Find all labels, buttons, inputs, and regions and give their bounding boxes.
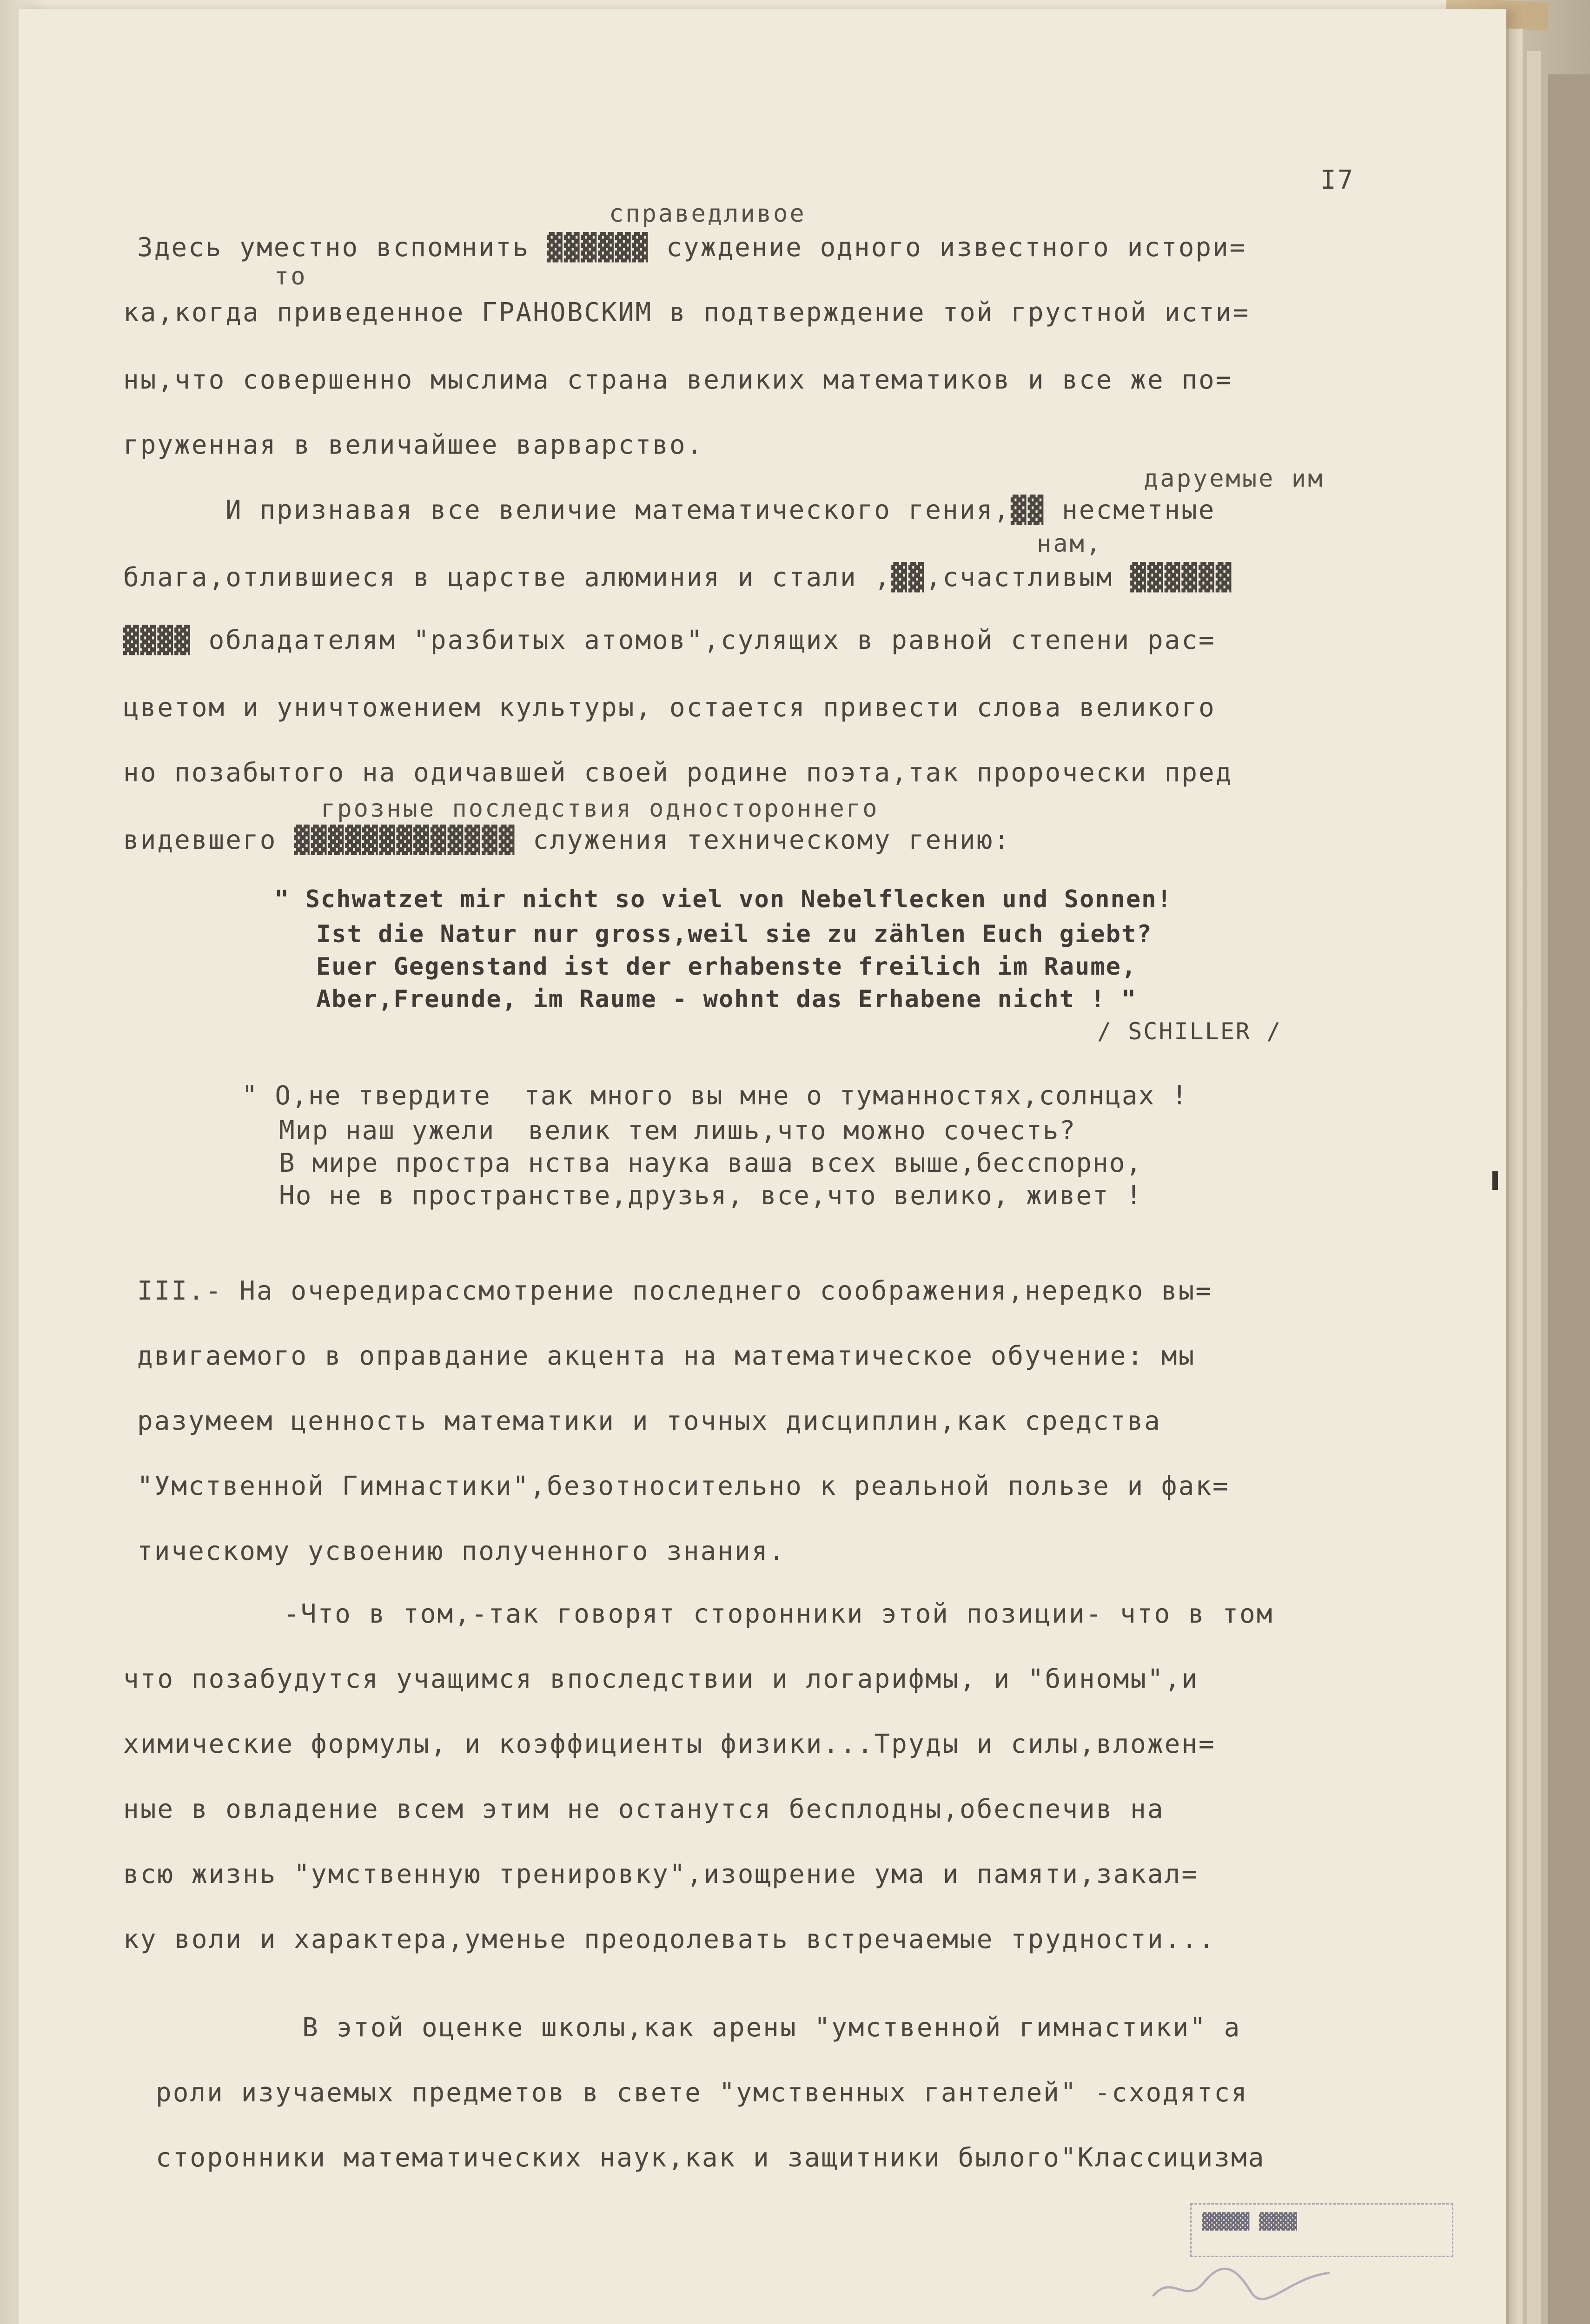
text-line: химические формулы, и коэффициенты физики...Труды и силы,вложен= <box>123 1729 1216 1759</box>
text-line: видевшего ▓▓▓▓▓▓▓▓▓▓▓▓▓ служения техническому гению: <box>123 825 1011 855</box>
quote-russian-line: " О,не твердите так много вы мне о туманностях,солнцах ! <box>242 1081 1188 1111</box>
text-line: "Умственной Гимнастики",безотносительно к реальной пользе и фак= <box>137 1471 1230 1501</box>
quote-german-line: Euer Gegenstand ist der erhabenste freilich im Raume, <box>316 953 1137 981</box>
text-line: всю жизнь "умственную тренировку",изощрение ума и памяти,закал= <box>123 1859 1199 1889</box>
handwritten-insertion: то <box>274 263 307 290</box>
text-line: роли изучаемых предметов в свете "умственных гантелей" -сходятся <box>156 2078 1248 2108</box>
quote-german-line: Aber,Freunde, im Raume - wohnt das Erhabene nicht ! " <box>316 985 1137 1013</box>
text-line: что позабудутся учащимся впоследствии и логарифмы, и "биномы",и <box>123 1664 1199 1694</box>
text-line: В этой оценке школы,как арены "умственной гимнастики" а <box>302 2013 1241 2043</box>
page-number: I7 <box>1320 165 1355 195</box>
handwritten-insertion: нам, <box>1037 530 1103 558</box>
text-line: -Что в том,-так говорят сторонники этой позиции- что в том <box>284 1599 1274 1629</box>
text-line: ны,что совершенно мыслима страна великих математиков и все же по= <box>123 365 1233 395</box>
text-line: И признавая все величие математического гения,▓▓ несметные <box>225 495 1216 525</box>
handwritten-insertion: справедливое <box>609 200 806 228</box>
page-edge <box>1527 51 1541 2324</box>
binding-edge <box>1548 74 1590 2324</box>
quote-russian-line: Но не в пространстве,друзья, все,что велико, живет ! <box>279 1181 1143 1211</box>
text-line: сторонники математических наук,как и защитники былого"Классицизма <box>156 2143 1265 2173</box>
text-line: III.- На очередирассмотрение последнего соображения,нередко вы= <box>137 1276 1213 1306</box>
page-edge <box>1509 28 1523 2324</box>
text-line: ка,когда приведенное ГРАНОВСКИМ в подтверждение той грустной исти= <box>123 297 1250 328</box>
handwritten-insertion: грозные последствия одностороннего <box>321 795 879 823</box>
handwritten-insertion: даруемые им <box>1144 465 1325 493</box>
quote-german-line: Ist die Natur nur gross,weil sie zu zählen Euch giebt? <box>316 920 1153 948</box>
text-line: Здесь уместно вспомнить ▓▓▓▓▓▓ суждение одного известного истори= <box>137 232 1247 263</box>
text-line: ку воли и характера,уменье преодолевать встречаемые трудности... <box>123 1924 1216 1954</box>
stamp-text: ▓▓▓▓▓ ▓▓▓▓ <box>1202 2212 1297 2231</box>
signature-mark <box>1144 2254 1339 2310</box>
quote-russian-line: В мире простра нства наука ваша всех выше,бесспорно, <box>279 1148 1143 1178</box>
text-line: но позабытого на одичавшей своей родине поэта,так пророчески пред <box>123 758 1233 788</box>
quote-german-line: " Schwatzet mir nicht so viel von Nebelflecken und Sonnen! <box>274 885 1173 913</box>
text-line: двигаемого в оправдание акцента на математическое обучение: мы <box>137 1341 1196 1371</box>
text-line: ▓▓▓▓ обладателям "разбитых атомов",сулящих в равной степени рас= <box>123 625 1216 655</box>
text-line: блага,отлившиеся в царстве алюминия и стали ,▓▓,счастливым ▓▓▓▓▓▓ <box>123 562 1233 593</box>
margin-mark <box>1492 1171 1498 1190</box>
text-line: разумеем ценность математики и точных дисциплин,как средства <box>137 1406 1161 1436</box>
text-line: цветом и уничтожением культуры, остается привести слова великого <box>123 693 1216 723</box>
text-line: ные в овладение всем этим не останутся бесплодны,обеспечив на <box>123 1794 1165 1824</box>
text-line: тическому усвоению полученного знания. <box>137 1536 786 1566</box>
quote-russian-line: Мир наш ужели велик тем лишь,что можно сочесть? <box>279 1116 1076 1146</box>
quote-attribution: / SCHILLER / <box>1097 1018 1282 1045</box>
text-line: груженная в величайшее варварство. <box>123 430 704 460</box>
